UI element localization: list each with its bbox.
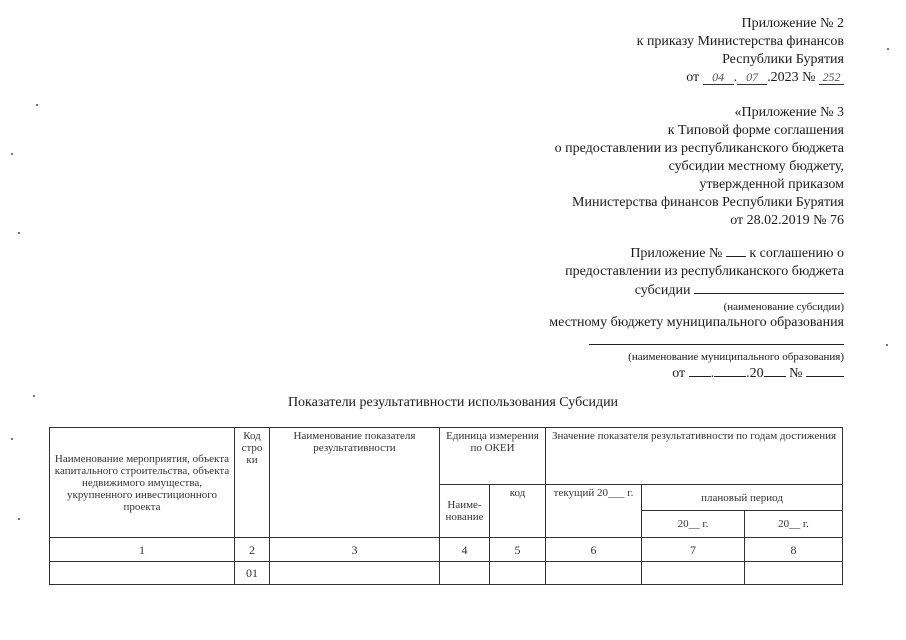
- typical-form-line-7: от 28.02.2019 № 76: [730, 213, 844, 228]
- typical-form-line-2: к Типовой форме соглашения: [667, 123, 844, 138]
- date-prefix: от: [686, 70, 700, 85]
- header-unit: Единица измерения по ОКЕИ: [440, 428, 546, 485]
- agreement-date-line: от . .20 №: [549, 364, 844, 383]
- agreement-day-blank: [689, 364, 711, 377]
- scan-speck: [11, 153, 13, 155]
- municipality-hint: (наименование муниципального образования): [628, 351, 844, 363]
- typical-form-line-3: о предоставлении из республиканского бюджета: [554, 141, 844, 156]
- subsidy-name-blank: [694, 281, 844, 294]
- column-number-6: 6: [546, 538, 642, 562]
- scan-speck: [887, 48, 889, 50]
- header-event: Наименование мероприятия, объекта капитального строительства, объекта недвижимого имущества, укрупненного инвестиционного проекта: [50, 428, 235, 538]
- column-number-7: 7: [642, 538, 745, 562]
- data-cell-event: [50, 562, 235, 585]
- header-plan-year-2: 20__ г.: [745, 511, 843, 538]
- header-unit-code: код: [490, 485, 546, 538]
- column-number-5: 5: [490, 538, 546, 562]
- appendix-number-blank: [726, 244, 746, 257]
- data-cell-code: 01: [235, 562, 270, 585]
- scan-speck: [11, 438, 13, 440]
- data-cell-unit-name: [440, 562, 490, 585]
- header-plan-year-1: 20__ г.: [642, 511, 745, 538]
- data-cell-current: [546, 562, 642, 585]
- data-cell-unit-code: [490, 562, 546, 585]
- appendix-number: Приложение № 2: [741, 16, 844, 31]
- scan-speck: [33, 395, 35, 397]
- typical-form-line-5: утвержденной приказом: [699, 177, 844, 192]
- header-unit-name: Наиме- нование: [440, 485, 490, 538]
- agreement-appendix-suffix: к соглашению о: [749, 246, 844, 261]
- typical-form-header: [555, 104, 844, 230]
- scan-speck: [18, 518, 20, 520]
- agreement-appendix-line: [549, 244, 844, 263]
- typical-form-line-1: «Приложение № 3: [734, 105, 844, 120]
- agreement-month-blank: [714, 364, 746, 377]
- header-planned-period: плановый период: [642, 485, 843, 511]
- date-year: .2023 №: [767, 70, 816, 85]
- agreement-number-blank: [806, 364, 844, 377]
- handwritten-day: 04: [703, 71, 734, 85]
- typical-form-line-6: Министерства финансов Республики Бурятия: [572, 195, 844, 210]
- agreement-line-2: предоставлении из республиканского бюджета: [565, 264, 844, 279]
- typical-form-line-4: субсидии местному бюджету,: [668, 159, 844, 174]
- order-header: [637, 15, 844, 87]
- column-number-4: 4: [440, 538, 490, 562]
- page-title: Показатели результативности использования Субсидии: [287, 395, 619, 410]
- scan-speck: [18, 232, 20, 234]
- column-number-8: 8: [745, 538, 843, 562]
- column-number-3: 3: [270, 538, 440, 562]
- agreement-date-mid: .20: [746, 366, 764, 381]
- indicators-table: [49, 427, 843, 585]
- data-cell-year-2: [745, 562, 843, 585]
- subsidy-label: субсидии: [634, 283, 691, 298]
- agreement-date-prefix: от: [672, 366, 686, 381]
- handwritten-month: 07: [737, 71, 767, 85]
- header-indicator: Наименование показателя результативности: [270, 428, 440, 538]
- subsidy-hint: (наименование субсидии): [723, 301, 844, 313]
- header-values: Значение показателя результативности по годам достижения: [546, 428, 843, 485]
- order-ref: к приказу Министерства финансов: [636, 34, 844, 49]
- column-number-2: 2: [235, 538, 270, 562]
- scan-speck: [886, 344, 888, 346]
- header-current-year: текущий 20___ г.: [546, 485, 642, 538]
- subsidy-line: [549, 281, 844, 300]
- column-number-1: 1: [50, 538, 235, 562]
- municipality-name-blank: [589, 332, 844, 345]
- municipality-line: [549, 332, 844, 350]
- data-cell-indicator: [270, 562, 440, 585]
- handwritten-order-number: 252: [819, 71, 844, 85]
- agreement-header: [549, 244, 844, 383]
- agreement-appendix-prefix: Приложение №: [630, 246, 723, 261]
- agreement-number-label: №: [789, 366, 803, 381]
- order-date-line: от 04 . 07 .2023 № 252: [637, 69, 844, 87]
- header-code: Код стро ки: [235, 428, 270, 538]
- data-cell-year-1: [642, 562, 745, 585]
- republic-name: Республики Бурятия: [722, 52, 844, 67]
- agreement-line-4: местному бюджету муниципального образования: [549, 315, 844, 330]
- scan-speck: [36, 104, 38, 106]
- agreement-year-blank: [764, 364, 786, 377]
